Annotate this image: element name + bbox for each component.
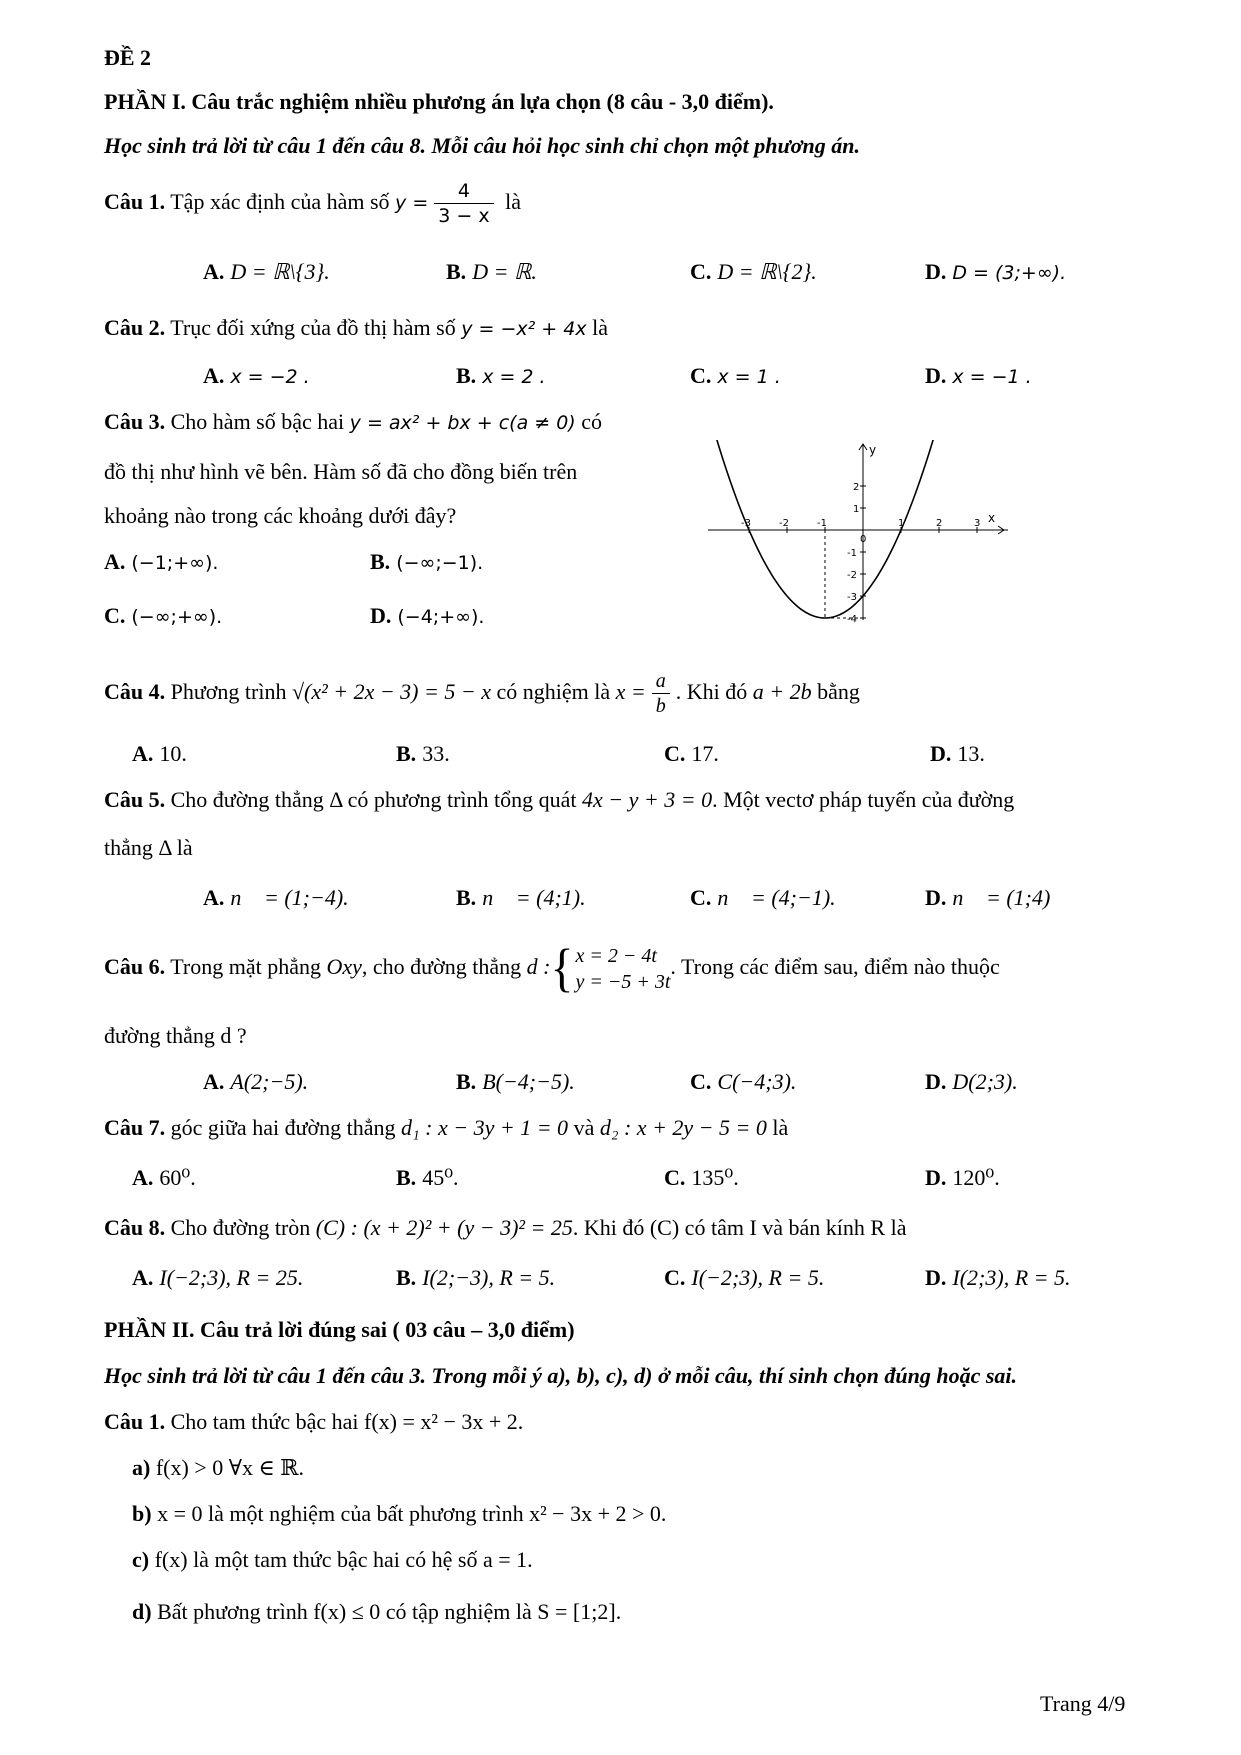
equation: √(x² + 2x − 3) = 5 − x — [291, 679, 491, 704]
question-label: Câu 3. — [104, 409, 166, 434]
option-text: 13. — [957, 741, 985, 766]
option-label: D. — [925, 1069, 947, 1094]
option-a[interactable] — [203, 258, 330, 286]
option-text: D = ℝ\{3}. — [230, 259, 330, 284]
option-label: A. — [203, 1069, 225, 1094]
x-tick-label: -3 — [741, 518, 751, 529]
parabola-graph — [708, 440, 1018, 630]
option-text: x = −1 . — [952, 366, 1032, 388]
formula: y = — [395, 192, 429, 214]
y-tick-label: 1 — [853, 504, 860, 515]
option-c[interactable] — [690, 884, 836, 912]
y-tick-label: -2 — [847, 570, 857, 581]
question-label: Câu 6. — [104, 954, 166, 979]
option-text: D = ℝ. — [472, 259, 537, 284]
fraction-denominator: b — [655, 695, 666, 718]
fraction-numerator: a — [652, 669, 670, 694]
option-text: n⃗ = (4;1). — [482, 885, 586, 910]
question-tail: . Khi đó (C) có tâm I và bán kính R là — [572, 1215, 907, 1240]
option-text: 135⁰. — [691, 1165, 739, 1190]
system-row: y = −5 + 3t — [575, 970, 671, 993]
question-3-line2: đồ thị như hình vẽ bên. Hàm số đã cho đồng biến trên — [104, 459, 578, 484]
line-name: d : — [526, 954, 551, 979]
option-text: x = 2 . — [482, 366, 546, 388]
question-tail: có — [581, 409, 602, 434]
parabola-curve — [711, 440, 941, 618]
fraction-denominator: 3 − x — [438, 205, 490, 228]
option-text: I(−2;3), R = 25. — [159, 1265, 304, 1290]
option-d[interactable] — [925, 1164, 1000, 1192]
statement-label: d) — [132, 1599, 152, 1624]
option-text: I(2;3), R = 5. — [952, 1265, 1071, 1290]
statement-text: f(x) là một tam thức bậc hai có hệ số a = 1. — [154, 1547, 533, 1572]
question-text: Cho hàm số bậc hai — [170, 409, 345, 434]
option-a[interactable] — [203, 884, 349, 912]
page-number: Trang 4/9 — [1040, 1691, 1126, 1716]
question-tail-2: bằng — [817, 679, 860, 704]
option-b[interactable] — [396, 1164, 459, 1192]
option-label: A. — [203, 885, 225, 910]
y-axis-label: y — [869, 443, 877, 457]
question-label: Câu 4. — [104, 679, 166, 704]
question-label: Câu 1. — [104, 189, 166, 214]
option-label: D. — [930, 741, 952, 766]
question-mid: , cho đường thẳng — [361, 954, 522, 979]
option-text: (−∞;−1). — [396, 552, 484, 574]
option-label: C. — [690, 1069, 712, 1094]
question-label: Câu 5. — [104, 787, 166, 812]
statement-label: a) — [132, 1455, 151, 1480]
question-1 — [104, 176, 521, 229]
question-6-line2: đường thẳng d ? — [104, 1023, 247, 1048]
option-label: A. — [132, 1165, 154, 1190]
option-d[interactable] — [925, 1264, 1070, 1292]
formula: 4x − y + 3 = 0 — [582, 787, 713, 812]
option-label: C. — [664, 1165, 686, 1190]
option-label: A. — [203, 259, 225, 284]
x-tick-label: 0 — [860, 534, 867, 545]
question-text: Phương trình — [170, 679, 287, 704]
option-label: C. — [664, 1265, 686, 1290]
part2-instruction: Học sinh trả lời từ câu 1 đến câu 3. Trong mỗi ý a), b), c), d) ở mỗi câu, thí sinh chọn đúng hoặc sai. — [104, 1363, 1018, 1388]
y-tick-label: 2 — [853, 482, 860, 493]
option-c[interactable] — [690, 1068, 796, 1096]
option-text: x = 1 . — [717, 366, 781, 388]
expression: a + 2b — [752, 679, 812, 704]
option-c[interactable] — [664, 1264, 824, 1292]
y-tick-label: -4 — [847, 614, 857, 625]
option-text: 45⁰. — [422, 1165, 459, 1190]
option-b[interactable] — [446, 258, 537, 286]
option-c[interactable] — [664, 1164, 739, 1192]
option-b[interactable] — [456, 884, 586, 912]
option-d[interactable] — [370, 602, 484, 631]
option-d[interactable] — [925, 1068, 1018, 1096]
option-text: (−4;+∞). — [397, 606, 485, 628]
option-text: 17. — [691, 741, 719, 766]
option-d[interactable] — [930, 740, 985, 768]
x-tick-label: -2 — [779, 518, 789, 529]
option-d[interactable] — [925, 884, 1050, 912]
statement-label: c) — [132, 1547, 150, 1572]
fraction — [434, 179, 493, 228]
statement-label: b) — [132, 1501, 152, 1526]
option-text: 60⁰. — [159, 1165, 196, 1190]
question-6 — [104, 936, 1000, 998]
option-a[interactable] — [132, 740, 187, 768]
option-text: (−1;+∞). — [131, 552, 219, 574]
exam-code: ĐỀ 2 — [104, 45, 152, 70]
y-tick-label: -1 — [847, 548, 857, 559]
option-text: (−∞;+∞). — [131, 606, 223, 628]
option-label: A. — [203, 363, 225, 388]
statement-text: Bất phương trình f(x) ≤ 0 có tập nghiệm là S = [1;2]. — [157, 1599, 622, 1624]
option-label: A. — [132, 741, 154, 766]
question-label: Câu 1. — [104, 1409, 166, 1434]
option-text: 33. — [422, 741, 450, 766]
option-text: D(2;3). — [952, 1069, 1018, 1094]
option-a[interactable] — [132, 1264, 303, 1292]
question-tail: . Trong các điểm sau, điểm nào thuộc — [670, 954, 1000, 979]
question-2 — [104, 314, 608, 343]
question-text: Trục đối xứng của đồ thị hàm số — [170, 315, 456, 340]
option-label: D. — [925, 259, 947, 284]
option-label: C. — [104, 603, 126, 628]
part1-title: PHẦN I. Câu trắc nghiệm nhiều phương án lựa chọn (8 câu - 3,0 điểm). — [104, 89, 774, 114]
system-brace: { — [550, 939, 574, 998]
option-b[interactable] — [456, 362, 546, 391]
statement-d[interactable] — [132, 1598, 621, 1626]
option-label: B. — [456, 1069, 477, 1094]
question-tail: . Khi đó — [675, 679, 748, 704]
option-label: D. — [925, 885, 947, 910]
question-label: Câu 2. — [104, 315, 166, 340]
option-text: n⃗ = (4;−1). — [717, 885, 836, 910]
question-label: Câu 7. — [104, 1115, 166, 1140]
option-c[interactable] — [690, 258, 817, 286]
part2-title: PHẦN II. Câu trả lời đúng sai ( 03 câu – 3,0 điểm) — [104, 1317, 575, 1342]
option-label: D. — [370, 603, 392, 628]
formula: y = ax² + bx + c(a ≠ 0) — [349, 412, 576, 434]
option-b[interactable] — [396, 740, 450, 768]
option-d[interactable] — [925, 258, 1066, 287]
line-d2: d₂ : x + 2y − 5 = 0 — [599, 1115, 767, 1140]
option-label: C. — [690, 363, 712, 388]
x-axis-label: x — [988, 511, 996, 525]
option-label: D. — [925, 1165, 947, 1190]
option-label: D. — [925, 1265, 947, 1290]
option-a[interactable] — [104, 548, 218, 577]
option-label: B. — [396, 1265, 417, 1290]
option-c[interactable] — [690, 362, 781, 391]
option-text: I(2;−3), R = 5. — [422, 1265, 556, 1290]
formula: y = −x² + 4x — [461, 318, 587, 340]
fraction-prefix: x = — [615, 679, 646, 704]
question-tail: là — [592, 315, 608, 340]
plane-name: Oxy — [326, 954, 362, 979]
option-label: C. — [690, 259, 712, 284]
question-3 — [104, 408, 602, 437]
statement-c[interactable] — [132, 1546, 533, 1574]
formula: (C) : (x + 2)² + (y − 3)² = 25 — [315, 1215, 573, 1240]
question-mid: có nghiệm là — [496, 679, 611, 704]
fraction-numerator: 4 — [434, 179, 493, 204]
option-b[interactable] — [456, 1068, 575, 1096]
x-tick-label: 2 — [936, 518, 943, 529]
x-tick-label: 1 — [898, 518, 905, 529]
option-text: n⃗ = (1;4) — [952, 885, 1051, 910]
option-text: D = ℝ\{2}. — [717, 259, 817, 284]
statement-text: f(x) > 0 ∀x ∈ ℝ. — [155, 1455, 305, 1480]
option-label: B. — [396, 741, 417, 766]
option-label: B. — [396, 1165, 417, 1190]
option-text: A(2;−5). — [230, 1069, 309, 1094]
part2-question-1 — [104, 1408, 523, 1436]
question-tail: . Một vectơ pháp tuyến của đường — [712, 787, 1015, 812]
question-text: Tập xác định của hàm số — [170, 189, 390, 214]
option-label: A. — [104, 549, 126, 574]
part1-instruction: Học sinh trả lời từ câu 1 đến câu 8. Mỗi câu hỏi học sinh chỉ chọn một phương án. — [104, 133, 860, 158]
equation-system — [575, 943, 670, 995]
x-tick-label: -1 — [817, 518, 827, 529]
question-tail: là — [505, 189, 521, 214]
fraction — [652, 669, 670, 718]
question-text: Trong mặt phẳng — [170, 954, 321, 979]
question-tail: là — [772, 1115, 789, 1140]
question-text: Cho đường thẳng Δ có phương trình tổng quát — [170, 787, 577, 812]
statement-text: x = 0 là một nghiệm của bất phương trình x² − 3x + 2 > 0. — [157, 1501, 667, 1526]
question-5-line2: thẳng Δ là — [104, 835, 193, 860]
question-8 — [104, 1214, 906, 1242]
question-4 — [104, 668, 860, 718]
question-7 — [104, 1114, 788, 1142]
option-label: B. — [446, 259, 467, 284]
question-text: góc giữa hai đường thẳng — [170, 1115, 396, 1140]
question-mid: và — [573, 1115, 595, 1140]
option-a[interactable] — [203, 362, 310, 391]
question-label: Câu 8. — [104, 1215, 166, 1240]
option-text: C(−4;3). — [717, 1069, 797, 1094]
statement-b[interactable] — [132, 1500, 666, 1528]
option-b[interactable] — [370, 548, 483, 577]
question-text: Cho đường tròn — [170, 1215, 311, 1240]
option-text: x = −2 . — [230, 366, 310, 388]
question-text: Cho tam thức bậc hai f(x) = x² − 3x + 2. — [170, 1409, 524, 1434]
option-label: B. — [456, 363, 477, 388]
option-text: B(−4;−5). — [482, 1069, 575, 1094]
y-tick-label: -3 — [847, 592, 857, 603]
question-3-line3: khoảng nào trong các khoảng dưới đây? — [104, 503, 457, 528]
option-label: B. — [456, 885, 477, 910]
x-tick-label: 3 — [974, 518, 981, 529]
option-b[interactable] — [396, 1264, 555, 1292]
option-label: D. — [925, 363, 947, 388]
option-text: I(−2;3), R = 5. — [691, 1265, 825, 1290]
statement-a[interactable] — [132, 1454, 304, 1482]
option-a[interactable] — [132, 1164, 196, 1192]
system-row: x = 2 − 4t — [575, 944, 657, 967]
option-text: n⃗ = (1;−4). — [230, 885, 349, 910]
option-a[interactable] — [203, 1068, 308, 1096]
line-d1: d₁ : x − 3y + 1 = 0 — [401, 1115, 569, 1140]
option-text: 120⁰. — [952, 1165, 1000, 1190]
option-label: A. — [132, 1265, 154, 1290]
option-c[interactable] — [664, 740, 719, 768]
option-text: D = (3;+∞). — [952, 262, 1067, 284]
option-d[interactable] — [925, 362, 1032, 391]
option-c[interactable] — [104, 602, 222, 631]
option-label: B. — [370, 549, 391, 574]
question-5 — [104, 786, 1014, 814]
option-text: 10. — [159, 741, 187, 766]
option-label: C. — [664, 741, 686, 766]
option-label: C. — [690, 885, 712, 910]
